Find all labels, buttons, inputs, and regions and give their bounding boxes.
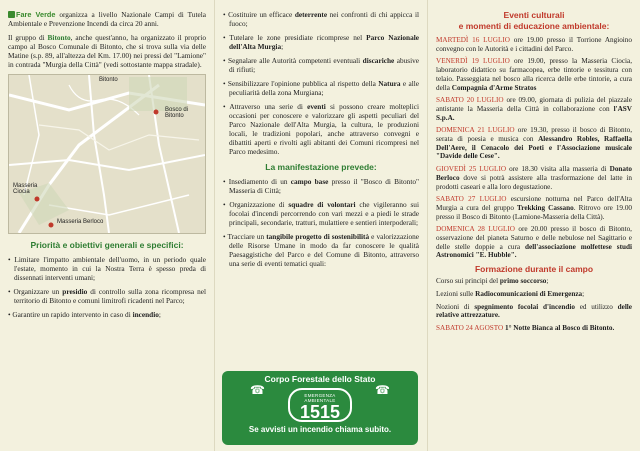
priorities-list [8, 255, 206, 319]
fare-verde-logo-icon [8, 11, 15, 18]
event-item: MARTEDÌ 16 LUGLIO ore 19.00 presso il Torrione Angioino convegno con le Autorità e i cittadini del Parco. [436, 36, 632, 53]
list-item: • Sensibilizzare l'opinione pubblica al rispetto della Natura e alle peculiarità della zona Murgiana; [223, 79, 419, 97]
list-item: • Limitare l'impatto ambientale dell'uomo, in un periodo quale l'estate, momento in cui la Nostra Terra è spesso preda di dissennati interventi umani; [8, 255, 206, 282]
training-item: Corso sui principi del primo soccorso; [436, 277, 549, 286]
list-item: • Insediamento di un campo base presso il "Bosco di Bitonto" Masseria di Città; [223, 177, 419, 195]
left-column [0, 0, 214, 451]
list-item: • Tutelare le zone presidiate ricomprese nel Parco Nazionale dell'Alta Murgia; [223, 33, 419, 51]
right-column [427, 0, 640, 451]
event-item: GIOVEDÌ 25 LUGLIO ore 18.30 visita alla masseria di Donato Berloco dove si potrà assistere alla trasformazione del latte in prodotti caseari e alla loro degustazione. [436, 165, 632, 191]
phone-icon: ☎ [250, 383, 265, 397]
list-item: • Attraverso una serie di eventi si possono creare molteplici occasioni per conoscere e valorizzare gli aspetti peculiari del Parco Nazionale dell'Alta Murgia, la cultura, le produzioni locali, le tradizioni popolari, anche attraverso convegni e dibattiti aperti e rivolti agli abitanti dei Comuni ricompresi nel Parco medesimo. [223, 102, 419, 156]
map-marker-bosco [154, 110, 159, 115]
event-item: DOMENICA 28 LUGLIO ore 20.00 presso il bosco di Bitonto, osservazione del pianeta Saturno e delle nebulose nel Sagittario e delle stelle doppie a cura dell'associazione molfettese studi Astronomici "E. Hubble". [436, 225, 632, 260]
intro-paragraph-1: Fare Verde organizza a livello Nazionale Campi di Tutela Ambientale e Prevenzione Incendi da circa 20 anni. [8, 10, 206, 28]
phone-icon: ☎ [375, 383, 390, 397]
map-label-masseria-ciocia: Masseria Ciocia [13, 183, 38, 195]
cfs-title: Corpo Forestale dello Stato [264, 374, 376, 384]
training-item: SABATO 24 AGOSTO 1° Notte Bianca al Bosco di Bitonto. [436, 323, 615, 332]
map-label-bosco: Bosco di Bitonto [165, 107, 189, 119]
event-item: VENERDÌ 19 LUGLIO ore 19.00, presso la Masseria Ciocia, laboratorio didattico su farmacopea, erbe tintorie e tessitura con telaio. Passeggiata nel bosco alla ricerca delle erbe tintorie, a cura della Compagnia d'Arme Stratos [436, 57, 632, 92]
emergency-subtitle: EMERGENZA AMBIENTALE [304, 393, 336, 403]
event-item: SABATO 20 LUGLIO ore 09.00, giornata di pulizia del piazzale antistante la Masseria della Città in collaborazione con l'ASV S.p.A. [436, 96, 632, 122]
list-item: • Organizzazione di squadre di volontari che vigileranno sui focolai d'incendi percorrendo con vari mezzi e a piedi le strade principali, secondarie, tratturi, mulattiere e sentieri interpoderali; [223, 200, 419, 227]
map-label-bitonto: Bitonto [99, 77, 118, 83]
training-title: Formazione durante il campo [474, 264, 594, 275]
map-marker-masseria-ciocia [35, 197, 40, 202]
forestry-emergency-banner [222, 371, 418, 445]
list-item: • Tracciare un tangibile progetto di sostenibilità e valorizzazione delle Risorse Umane in modo da far conoscere le qualità Paesaggistiche del Parco e del Comune di Bitonto, attraverso una serie di eventi tematici quali: [223, 232, 419, 268]
list-item: • Segnalare alle Autorità competenti eventuali discariche abusive di rifiuti; [223, 56, 419, 74]
training-item: Lezioni sulle Radiocomunicazioni di Emergenza; [436, 289, 585, 298]
training-item: Nozioni di spegnimento focolai d'incendio ed utilizzo delle relative attrezzature. [436, 302, 632, 320]
emergency-number: 1515 [299, 402, 341, 422]
map-roads [9, 75, 205, 233]
events-title: Eventi culturali e momenti di educazione ambientale: [458, 10, 610, 31]
intro-paragraph-2: Il gruppo di Bitonto, anche quest'anno, ha organizzato il proprio campo al Bosco Comunale di Bitonto, che si trova sulla via delle Matine (s.p. 89, all'altezza del Km. 17.00) nei pressi del "Lamione" in contrada "Murgia della Città" (vedi sottostante mappa stradale). [8, 33, 206, 69]
list-item: • Costituire un efficace deterrente nei confronti di chi appicca il fuoco; [223, 10, 419, 28]
cfs-slogan: Se avvisti un incendio chiama subito. [248, 425, 392, 434]
emergency-number-badge [288, 388, 352, 422]
manifestation-list [223, 177, 419, 268]
event-item: SABATO 27 LUGLIO escursione notturna nel Parco dell'Alta Murgia a cura del gruppo Trekking Cassano. Ritrovo ore 19.00 presso il Bosco di Bitonto (Lamione-Masseria della Città). [436, 195, 633, 221]
map-marker-masseria-berloco [49, 223, 54, 228]
list-item: • Organizzare un presidio di controllo sulla zona ricompresa nel territorio di Bitonto e comuni limitrofi ricadenti nel Parco; [8, 287, 206, 305]
brand-name: Fare Verde [16, 10, 56, 19]
map-label-masseria-berloco: Masseria Berloco [57, 219, 104, 225]
road-map [8, 74, 206, 234]
event-item: DOMENICA 21 LUGLIO ore 19.30, presso il bosco di Bitonto, serata di poesia e musica con Alessandro Robles, Raffaella Dell'Aere, il Cenacolo dei Poeti e l'Associazione musicale "Davide delle Cese". [436, 126, 632, 161]
priorities-title: Priorità e obiettivi generali e specifici: [30, 240, 184, 250]
objectives-list [223, 10, 419, 156]
list-item: • Garantire un rapido intervento in caso di incendio; [8, 310, 206, 319]
manifestation-title: La manifestazione prevede: [265, 162, 377, 172]
